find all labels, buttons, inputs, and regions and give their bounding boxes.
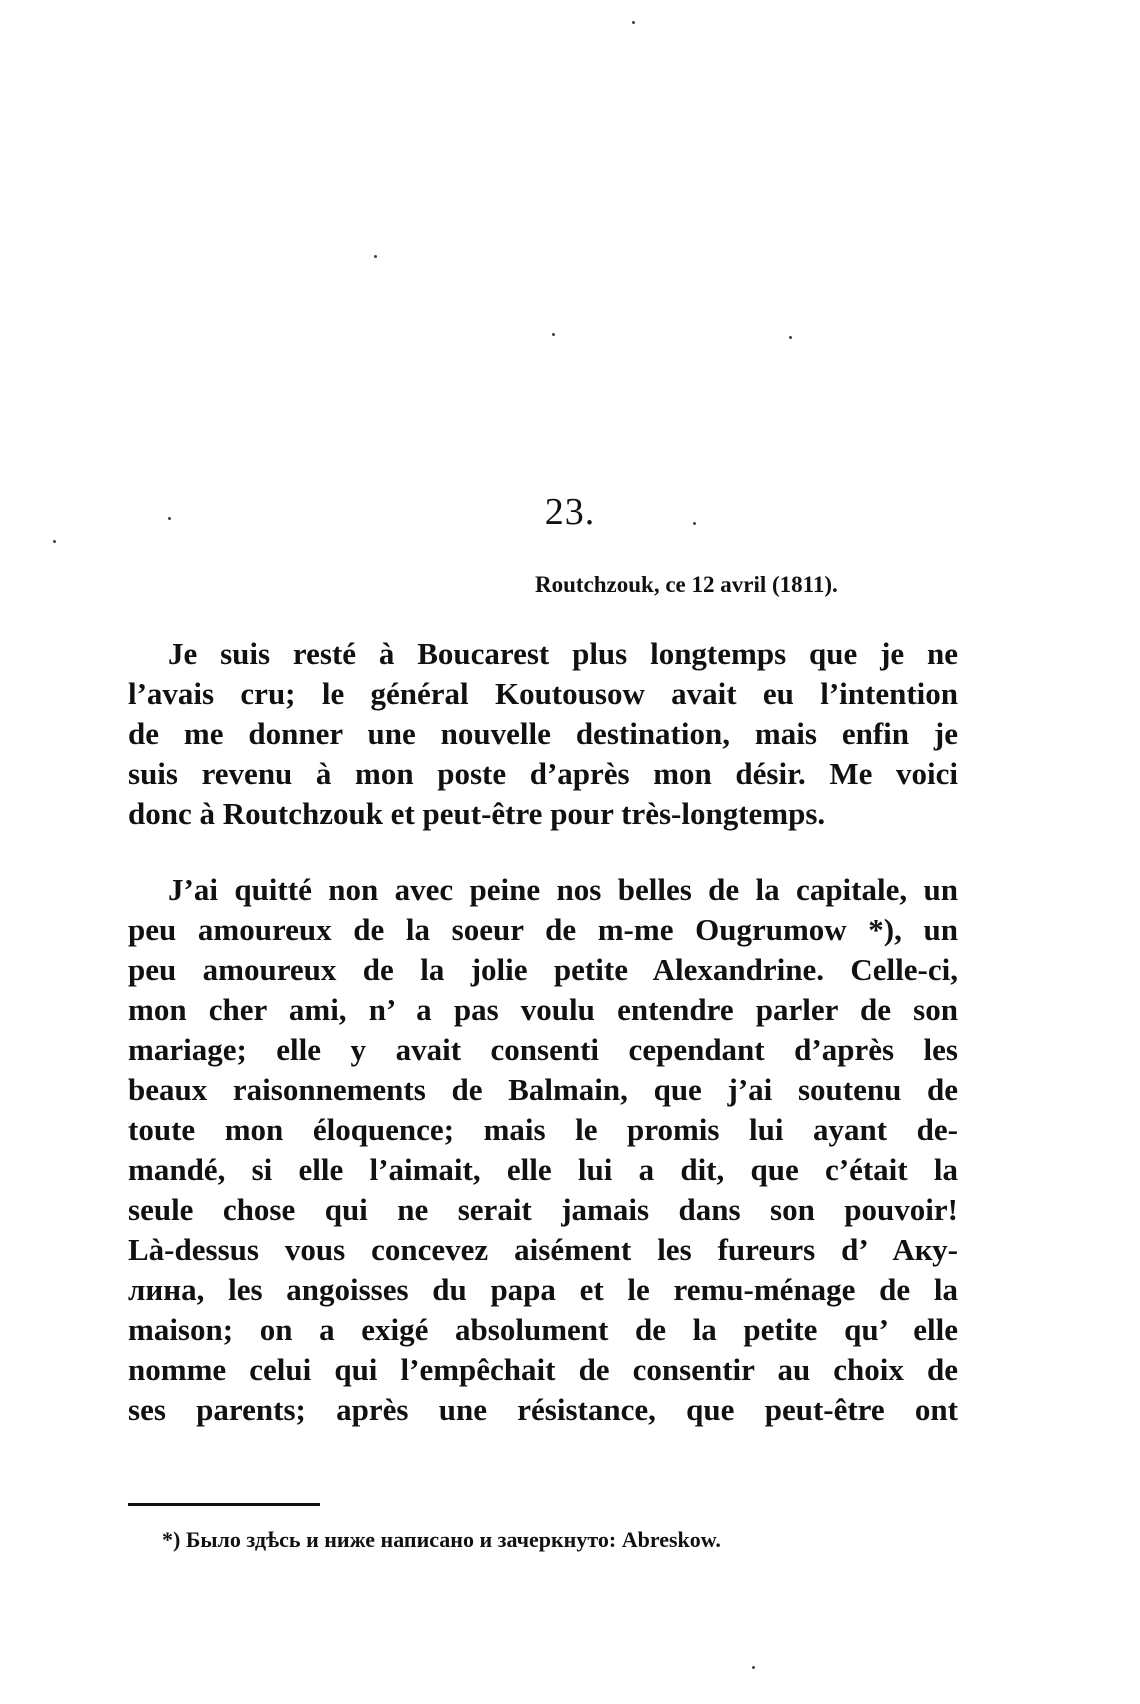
text-line: mon cher ami, n’ a pas voulu entendre parler de son [128, 992, 958, 1027]
scan-speck [552, 333, 555, 336]
scan-speck [53, 540, 56, 543]
text-line: nomme celui qui l’empêchait de consentir au choix de [128, 1352, 958, 1387]
scan-speck [752, 1666, 755, 1669]
text-line: donc à Routchzouk et peut-être pour très-longtemps. [128, 796, 826, 831]
paragraph-2 [128, 870, 958, 1430]
text-line: toute mon éloquence; mais le promis lui ayant de- [128, 1112, 958, 1147]
text-line: suis revenu à mon poste d’après mon désir. Me voici [128, 756, 958, 791]
text-line: peu amoureux de la jolie petite Alexandrine. Celle-ci, [128, 952, 958, 987]
footnote: *) Было здѣсь и ниже написано и зачеркнуто: Abreskow. [162, 1527, 721, 1552]
text-line: seule chose qui ne serait jamais dans son pouvoir! [128, 1192, 958, 1227]
text-line: de me donner une nouvelle destination, mais enfin je [128, 716, 958, 751]
text-line: mariage; elle y avait consenti cependant d’après les [128, 1032, 958, 1067]
text-line: J’ai quitté non avec peine nos belles de la capitale, un [168, 872, 958, 907]
scan-speck [632, 21, 635, 24]
text-line: ses parents; après une résistance, que peut-être ont [128, 1392, 958, 1427]
scan-speck [789, 336, 792, 339]
text-line: Je suis resté à Boucarest plus longtemps que je ne [168, 636, 958, 671]
text-line: l’avais cru; le général Koutousow avait eu l’intention [128, 676, 958, 711]
text-line: maison; on a exigé absolument de la petite qu’ elle [128, 1312, 958, 1347]
letter-number: 23. [544, 491, 596, 533]
text-line: mandé, si elle l’aimait, elle lui a dit, que c’était la [128, 1152, 958, 1187]
text-line: лина, les angoisses du papa et le remu-ménage de la [128, 1272, 958, 1307]
text-line: peu amoureux de la soeur de m-me Ougrumow *), un [128, 912, 958, 947]
text-line: Là-dessus vous concevez aisément les fureurs d’ Аку- [128, 1232, 958, 1267]
footnote-divider [128, 1503, 320, 1506]
letter-place-date: Routchzouk, ce 12 avril (1811). [535, 572, 838, 597]
text-line: beaux raisonnements de Balmain, que j’ai soutenu de [128, 1072, 958, 1107]
paragraph-1 [128, 634, 958, 834]
scan-speck [374, 255, 377, 258]
